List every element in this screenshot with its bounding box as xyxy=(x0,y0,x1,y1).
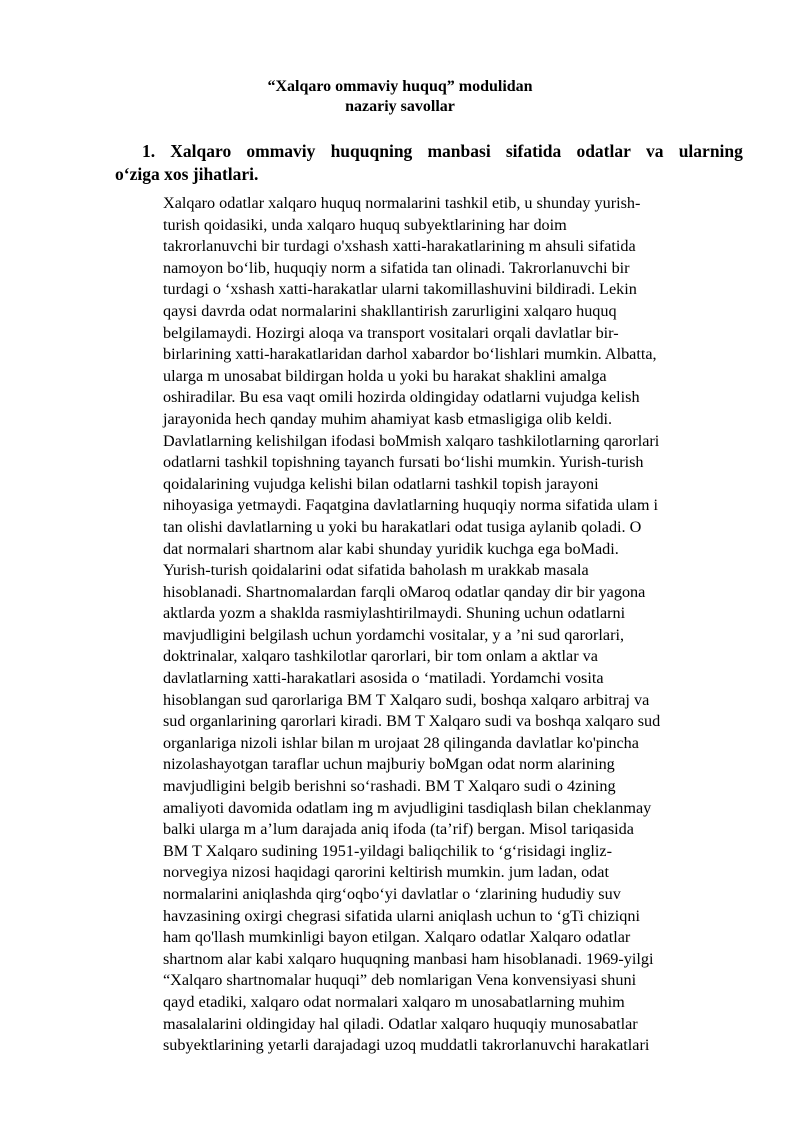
heading-word: ularning xyxy=(678,141,743,161)
paragraph-line: qoidalarining vujudga kelishi bilan odatlarni tashkil topish jarayoni xyxy=(163,474,599,493)
paragraph-line: subyektlarining yetarli darajadagi uzoq muddatli takrorlanuvchi harakatlari xyxy=(163,1036,650,1055)
paragraph-line: ham qo'llash mumkinligi bayon etilgan. Xalqaro odatlar Xalqaro odatlar xyxy=(163,928,631,947)
paragraph-line: doktrinalar, xalqaro tashkilotlar qarorlari, bir tom onlam a aktlar va xyxy=(163,647,598,666)
heading-word: manbasi xyxy=(427,141,491,161)
paragraph-line: havzasining oxirgi chegrasi sifatida ularni aniqlash uchun to ‘gTi chiziqni xyxy=(163,906,640,925)
paragraph-line: qayd etadiki, xalqaro odat normalari xalqaro m unosabatlarning muhim xyxy=(163,992,625,1011)
paragraph-line: turdagi o ‘xshash xatti-harakatlar ularni takomillashuvini bildiradi. Lekin xyxy=(163,280,637,299)
paragraph-line: namoyon bo‘lib, huquqiy norm a sifatida tan olinadi. Takrorlanuvchi bir xyxy=(163,258,630,277)
paragraph-line: davlatlarning xatti-harakatlari asosida o ‘matiladi. Yordamchi vosita xyxy=(163,669,604,688)
paragraph-line: norvegiya nizosi haqidagi qarorini keltirish mumkin. jum ladan, odat xyxy=(163,863,609,882)
paragraph-line: organlariga nizoli ishlar bilan m urojaat 28 qilinganda davlatlar ko'pincha xyxy=(163,733,639,752)
paragraph-line: aktlarda yozm a shaklda rasmiylashtirilmaydi. Shuning uchun odatlarni xyxy=(163,604,626,623)
paragraph-line: Yurish-turish qoidalarini odat sifatida baholash m urakkab masala xyxy=(163,561,589,580)
paragraph-line: hisoblangan sud qarorlariga BM T Xalqaro sudi, boshqa xalqaro arbitraj va xyxy=(163,690,650,709)
paragraph-line: nizolashayotgan taraflar uchun majburiy boMgan odat norm alarining xyxy=(163,755,615,774)
heading-word: odatlar xyxy=(576,141,631,161)
paragraph-line: jarayonida hech qanday muhim ahamiyat kasb etmasligiga olib keldi. xyxy=(163,409,613,428)
paragraph-line: hisoblanadi. Shartnomalardan farqli oMaroq odatlar qanday dir bir yagona xyxy=(163,582,646,601)
paragraph-line: Davlatlarning kelishilgan ifodasi boMmish xalqaro tashkilotlarning qarorlari xyxy=(163,431,660,450)
paragraph-line: amaliyoti davomida odatlam ing m avjudligini tasdiqlash bilan cheklanmay xyxy=(163,798,652,817)
paragraph-line: “Xalqaro shartnomalar huquqi” deb nomlarigan Vena konvensiyasi shuni xyxy=(163,971,637,990)
heading-word: Xalqaro xyxy=(170,141,232,161)
paragraph-line: tan olishi davlatlarning u yoki bu harakatlari odat tusiga aylanib qoladi. O xyxy=(163,517,642,536)
document-title xyxy=(0,77,800,117)
title-line-2: nazariy savollar xyxy=(345,98,455,115)
paragraph-line: sud organlarining qarorlari kiradi. BM T Xalqaro sudi va boshqa xalqaro sud xyxy=(163,712,661,731)
paragraph-line: belgilamaydi. Hozirgi aloqa va transport vositalari orqali davlatlar bir- xyxy=(163,323,619,342)
paragraph-line: ularga m unosabat bildirgan holda u yoki bu harakat shaklini amalga xyxy=(163,366,607,385)
paragraph-line: mavjudligini belgilash uchun yordamchi vositalar, y a ’ni sud qarorlari, xyxy=(163,625,625,644)
section-number: 1. xyxy=(142,141,156,161)
paragraph-line: balki ularga m a’lum darajada aniq ifoda (ta’rif) bergan. Misol tariqasida xyxy=(163,820,634,839)
heading-word: va xyxy=(646,141,664,161)
paragraph-line: Xalqaro odatlar xalqaro huquq normalarini tashkil etib, u shunday yurish- xyxy=(163,194,641,212)
paragraph-line: takrorlanuvchi bir turdagi o'xshash xatti-harakatlarining m ahsuli sifatida xyxy=(163,237,636,256)
paragraph-line: mavjudligini belgib berishni so‘rashadi. BM T Xalqaro sudi o 4zining xyxy=(163,777,616,796)
paragraph-line: shartnom alar kabi xalqaro huquqning manbasi ham hisoblanadi. 1969-yilgi xyxy=(163,949,654,968)
paragraph-line: odatlarni tashkil topishning tayanch fursati bo‘lishi mumkin. Yurish-turish xyxy=(163,453,644,472)
paragraph-line: dat normalari shartnom alar kabi shunday yuridik kuchga ega boMadi. xyxy=(163,539,619,558)
paragraph-line: oshiradilar. Bu esa vaqt omili hozirda oldingiday odatlarni vujudga kelish xyxy=(163,388,640,407)
section-heading-line-1 xyxy=(115,140,743,163)
section-heading xyxy=(115,140,743,186)
paragraph-line: birlarining xatti-harakatlaridan darhol xabardor bo‘lishlari mumkin. Albatta, xyxy=(163,345,657,364)
title-line-1: “Xalqaro ommaviy huquq” modulidan xyxy=(267,78,533,95)
heading-word: huquqning xyxy=(330,141,413,161)
paragraph-line: turish qoidasiki, unda xalqaro huquq subyektlarining har doim xyxy=(163,215,567,234)
paragraph-line: nihoyasiga yetmaydi. Faqatgina davlatlarning huquqiy norma sifatida ulam i xyxy=(163,496,658,515)
body-paragraph xyxy=(163,193,763,1057)
paragraph-line: BM T Xalqaro sudining 1951-yildagi baliqchilik to ‘g‘risidagi ingliz- xyxy=(163,841,612,860)
section-heading-line-2: o‘ziga xos jihatlari. xyxy=(115,164,259,184)
paragraph-line: masalalarini oldingiday hal qiladi. Odatlar xalqaro huquqiy munosabatlar xyxy=(163,1014,638,1033)
heading-word: ommaviy xyxy=(246,141,316,161)
paragraph-line: normalarini aniqlashda qirg‘oqbo‘yi davlatlar o ‘zlarining hududiy suv xyxy=(163,885,621,903)
paragraph-line: qaysi davrda odat normalarini shakllantirish zarurligini xalqaro huquq xyxy=(163,301,617,320)
heading-word: sifatida xyxy=(505,141,562,161)
